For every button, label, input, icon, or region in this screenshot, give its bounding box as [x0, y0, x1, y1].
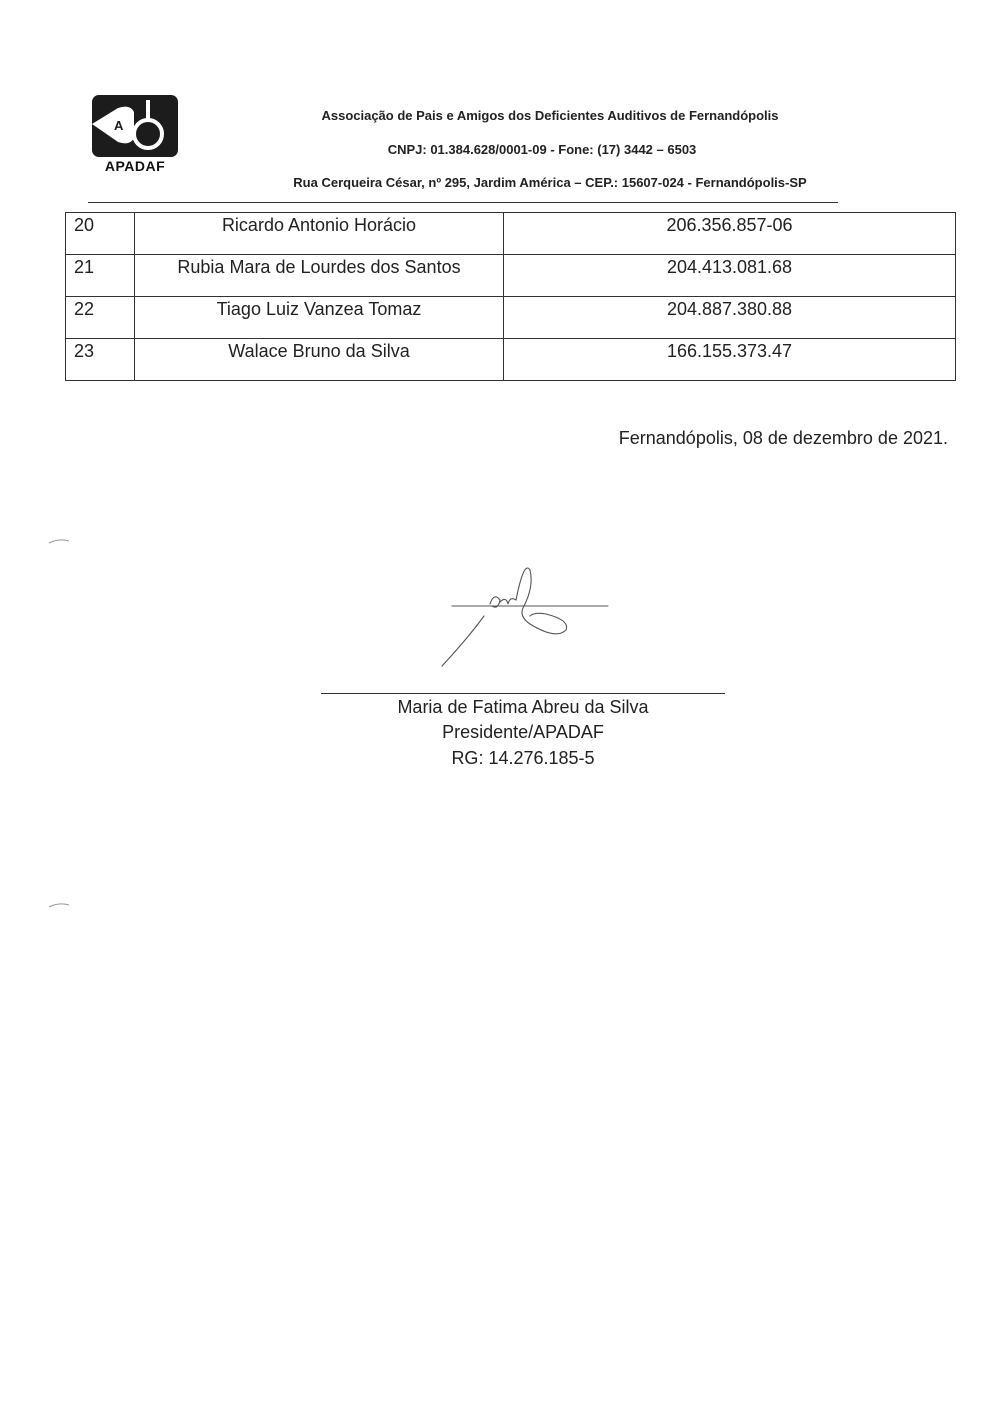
- member-document: 204.887.380.88: [504, 297, 956, 339]
- header-divider: [88, 202, 838, 203]
- table-row: [66, 255, 956, 297]
- signer-title: Presidente/APADAF: [442, 722, 604, 742]
- table-row: [66, 339, 956, 381]
- member-name: Ricardo Antonio Horácio: [135, 213, 504, 255]
- member-document: 166.155.373.47: [504, 339, 956, 381]
- member-document: 204.413.081.68: [504, 255, 956, 297]
- row-number: 22: [66, 297, 135, 339]
- scan-mark: [48, 902, 70, 908]
- row-number: 23: [66, 339, 135, 381]
- apadaf-logo-icon: [90, 94, 180, 176]
- member-name: Walace Bruno da Silva: [135, 339, 504, 381]
- organization-address: Rua Cerqueira César, nº 295, Jardim América – CEP.: 15607-024 - Fernandópolis-SP: [293, 175, 807, 190]
- member-table: [65, 212, 956, 381]
- svg-text:A: A: [114, 118, 124, 133]
- signer-rg: RG: 14.276.185-5: [451, 748, 595, 768]
- scan-mark: [48, 538, 70, 544]
- member-table-body: [66, 213, 956, 381]
- row-number: 21: [66, 255, 135, 297]
- organization-name: Associação de Pais e Amigos dos Deficientes Auditivos de Fernandópolis: [321, 108, 779, 123]
- logo-text: APADAF: [104, 158, 166, 174]
- date-line: Fernandópolis, 08 de dezembro de 2021.: [618, 428, 948, 448]
- member-name: Tiago Luiz Vanzea Tomaz: [135, 297, 504, 339]
- signature-line: [321, 693, 725, 694]
- table-row: [66, 297, 956, 339]
- row-number: 20: [66, 213, 135, 255]
- organization-contact: CNPJ: 01.384.628/0001-09 - Fone: (17) 3442 – 6503: [387, 142, 697, 157]
- member-name: Rubia Mara de Lourdes dos Santos: [135, 255, 504, 297]
- handwritten-signature-icon: [438, 556, 618, 676]
- table-row: [66, 213, 956, 255]
- signer-name: Maria de Fatima Abreu da Silva: [397, 697, 649, 717]
- member-document: 206.356.857-06: [504, 213, 956, 255]
